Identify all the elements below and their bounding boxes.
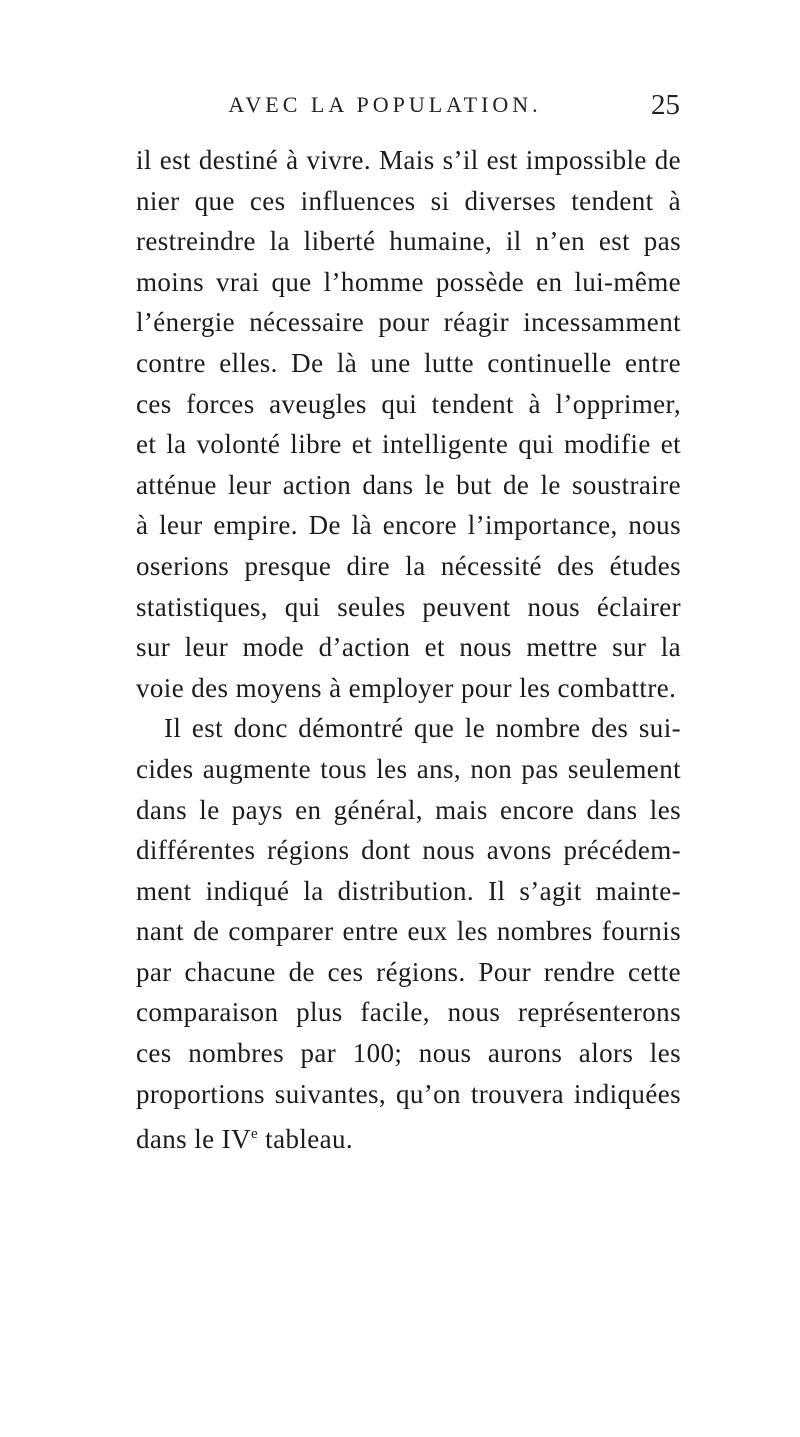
text-line: sur leur mode d’action et nous mettre sur la [136,632,681,663]
text-line: contre elles. De là une lutte continuelle entre [136,347,681,378]
body-paragraph [136,140,681,1155]
text-line: l’énergie nécessaire pour réagir incessamment [136,307,681,338]
text-line: nier que ces influences si diverses tendent à [136,185,681,216]
text-line: à leur empire. De là encore l’importance, nous [136,510,681,541]
text-line: ces forces aveugles qui tendent à l’opprimer, [136,388,681,419]
text-line: ces nombres par 100; nous aurons alors les [136,1038,681,1069]
text-line: atténue leur action dans le but de le soustraire [136,469,681,500]
text-line: différentes régions dont nous avons précédem- [136,835,681,866]
text-line: et la volonté libre et intelligente qui modifie et [136,429,681,460]
text-line: statistiques, qui seules peuvent nous éclairer [136,591,681,622]
text-line-final [136,1114,681,1155]
text-line: restreindre la liberté humaine, il n’en est pas [136,226,681,257]
superscript: e [250,1126,259,1143]
running-title: AVEC LA POPULATION. [228,92,542,117]
text-line: voie des moyens à employer pour les combattre. [136,672,677,703]
text-line: Il est donc démontré que le nombre des sui- [164,713,681,744]
text-fragment: tableau. [258,1124,354,1155]
text-line: par chacune de ces régions. Pour rendre cette [136,956,681,987]
running-head [150,89,680,128]
text-line: nant de comparer entre eux les nombres fournis [136,916,681,947]
text-line: il est destiné à vivre. Mais s’il est impossible de [136,145,681,175]
text-line: moins vrai que l’homme possède en lui-même [136,266,681,297]
text-line: ment indiqué la distribution. Il s’agit mainte- [136,875,681,906]
text-line: proportions suivantes, qu’on trouvera indiquées [136,1078,681,1109]
text-line: comparaison plus facile, nous représenterons [136,997,681,1028]
text-line: oserions presque dire la nécessité des études [136,550,681,581]
page-number: 25 [651,89,680,121]
text-fragment: dans le IV [136,1124,251,1155]
text-line: cides augmente tous les ans, non pas seulement [136,753,681,784]
text-line: dans le pays en général, mais encore dans les [136,794,681,825]
